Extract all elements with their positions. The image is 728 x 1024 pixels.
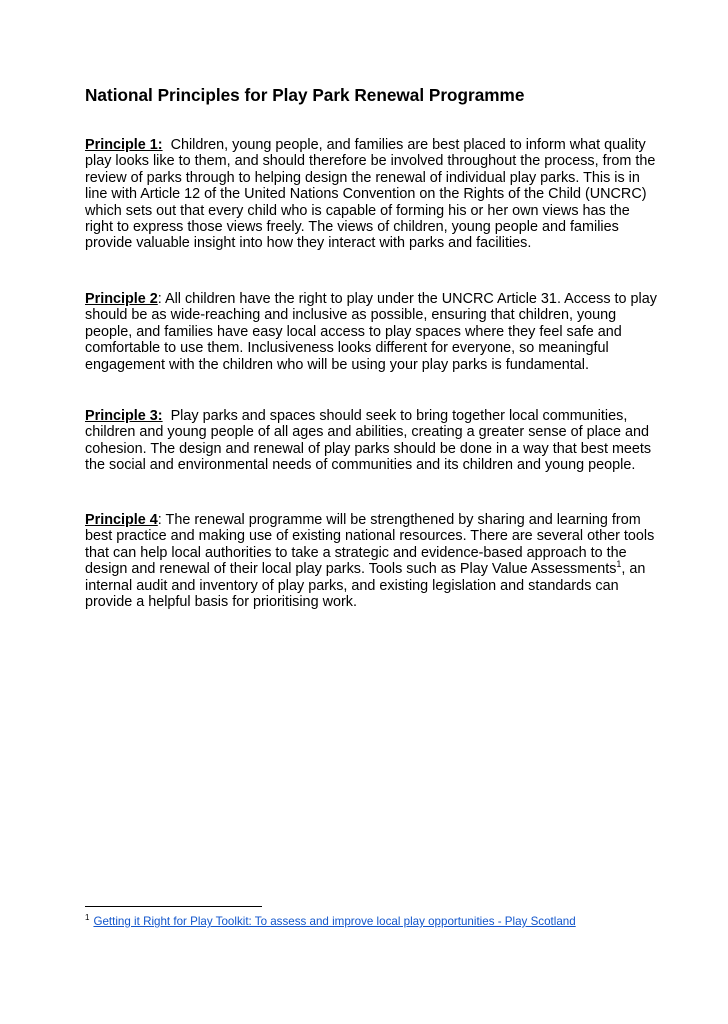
principle-2-paragraph [85,291,660,373]
principle-1-separator [163,137,171,153]
page-title: National Principles for Play Park Renewal Programme [85,85,525,105]
principle-3-separator [163,408,171,424]
footnote-divider [85,906,262,907]
principle-4-text-after-ref: , an internal audit and inventory of play parks, and existing legislation and standards can provide a helpful basis for prioritising work. [85,561,646,611]
principle-4-separator: : [157,512,166,528]
footnote-link[interactable]: Getting it Right for Play Toolkit: To assess and improve local play opportunities - Play Scotland [93,915,576,928]
principle-3-text: Play parks and spaces should seek to bring together local communities, children and young people of all ages and abilities, creating a greater sense of place and cohesion. The design and renewal of play parks should be done in a way that best meets the social and environmental needs of communities and its children and young people. [85,408,652,474]
principle-1-paragraph [85,137,660,252]
principle-2-label: Principle 2 [85,291,158,307]
principle-4-paragraph [85,512,660,610]
principle-1-text: Children, young people, and families are best placed to inform what quality play looks like to them, and should therefore be involved throughout the process, from the review of parks through to helping design the renewal of individual play parks. This is in line with Article 12 of the United Nations Convention on the Rights of the Child (UNCRC) which sets out that every child who is capable of forming his or her own views has the right to express those views freely. The views of children, young people and families provide valuable insight into how they interact with parks and facilities. [85,137,656,252]
footnote-reference[interactable]: 1 [616,559,622,570]
principle-3-label: Principle 3: [85,408,163,424]
principle-4-text-before-ref: The renewal programme will be strengthened by sharing and learning from best practice and making use of existing national resources. There are several other tools that can help local authorities to take a strategic and evidence-based approach to the design and renewal of their local play parks. Tools such as Play Value Assessments [85,512,655,578]
footnote [85,914,576,929]
footnote-number: 1 [85,913,90,923]
principle-4-label: Principle 4 [85,512,158,528]
principle-2-text: All children have the right to play under the UNCRC Article 31. Access to play should be as wide-reaching and inclusive as possible, ensuring that children, young people, and families have easy local access to play spaces where they feel safe and comfortable to use them. Inclusiveness looks different for everyone, so meaningful engagement with the children who will be using your play parks is fundamental. [85,291,657,373]
principle-1-label: Principle 1: [85,137,163,153]
principle-2-separator: : [157,291,165,307]
principle-3-paragraph [85,408,660,474]
